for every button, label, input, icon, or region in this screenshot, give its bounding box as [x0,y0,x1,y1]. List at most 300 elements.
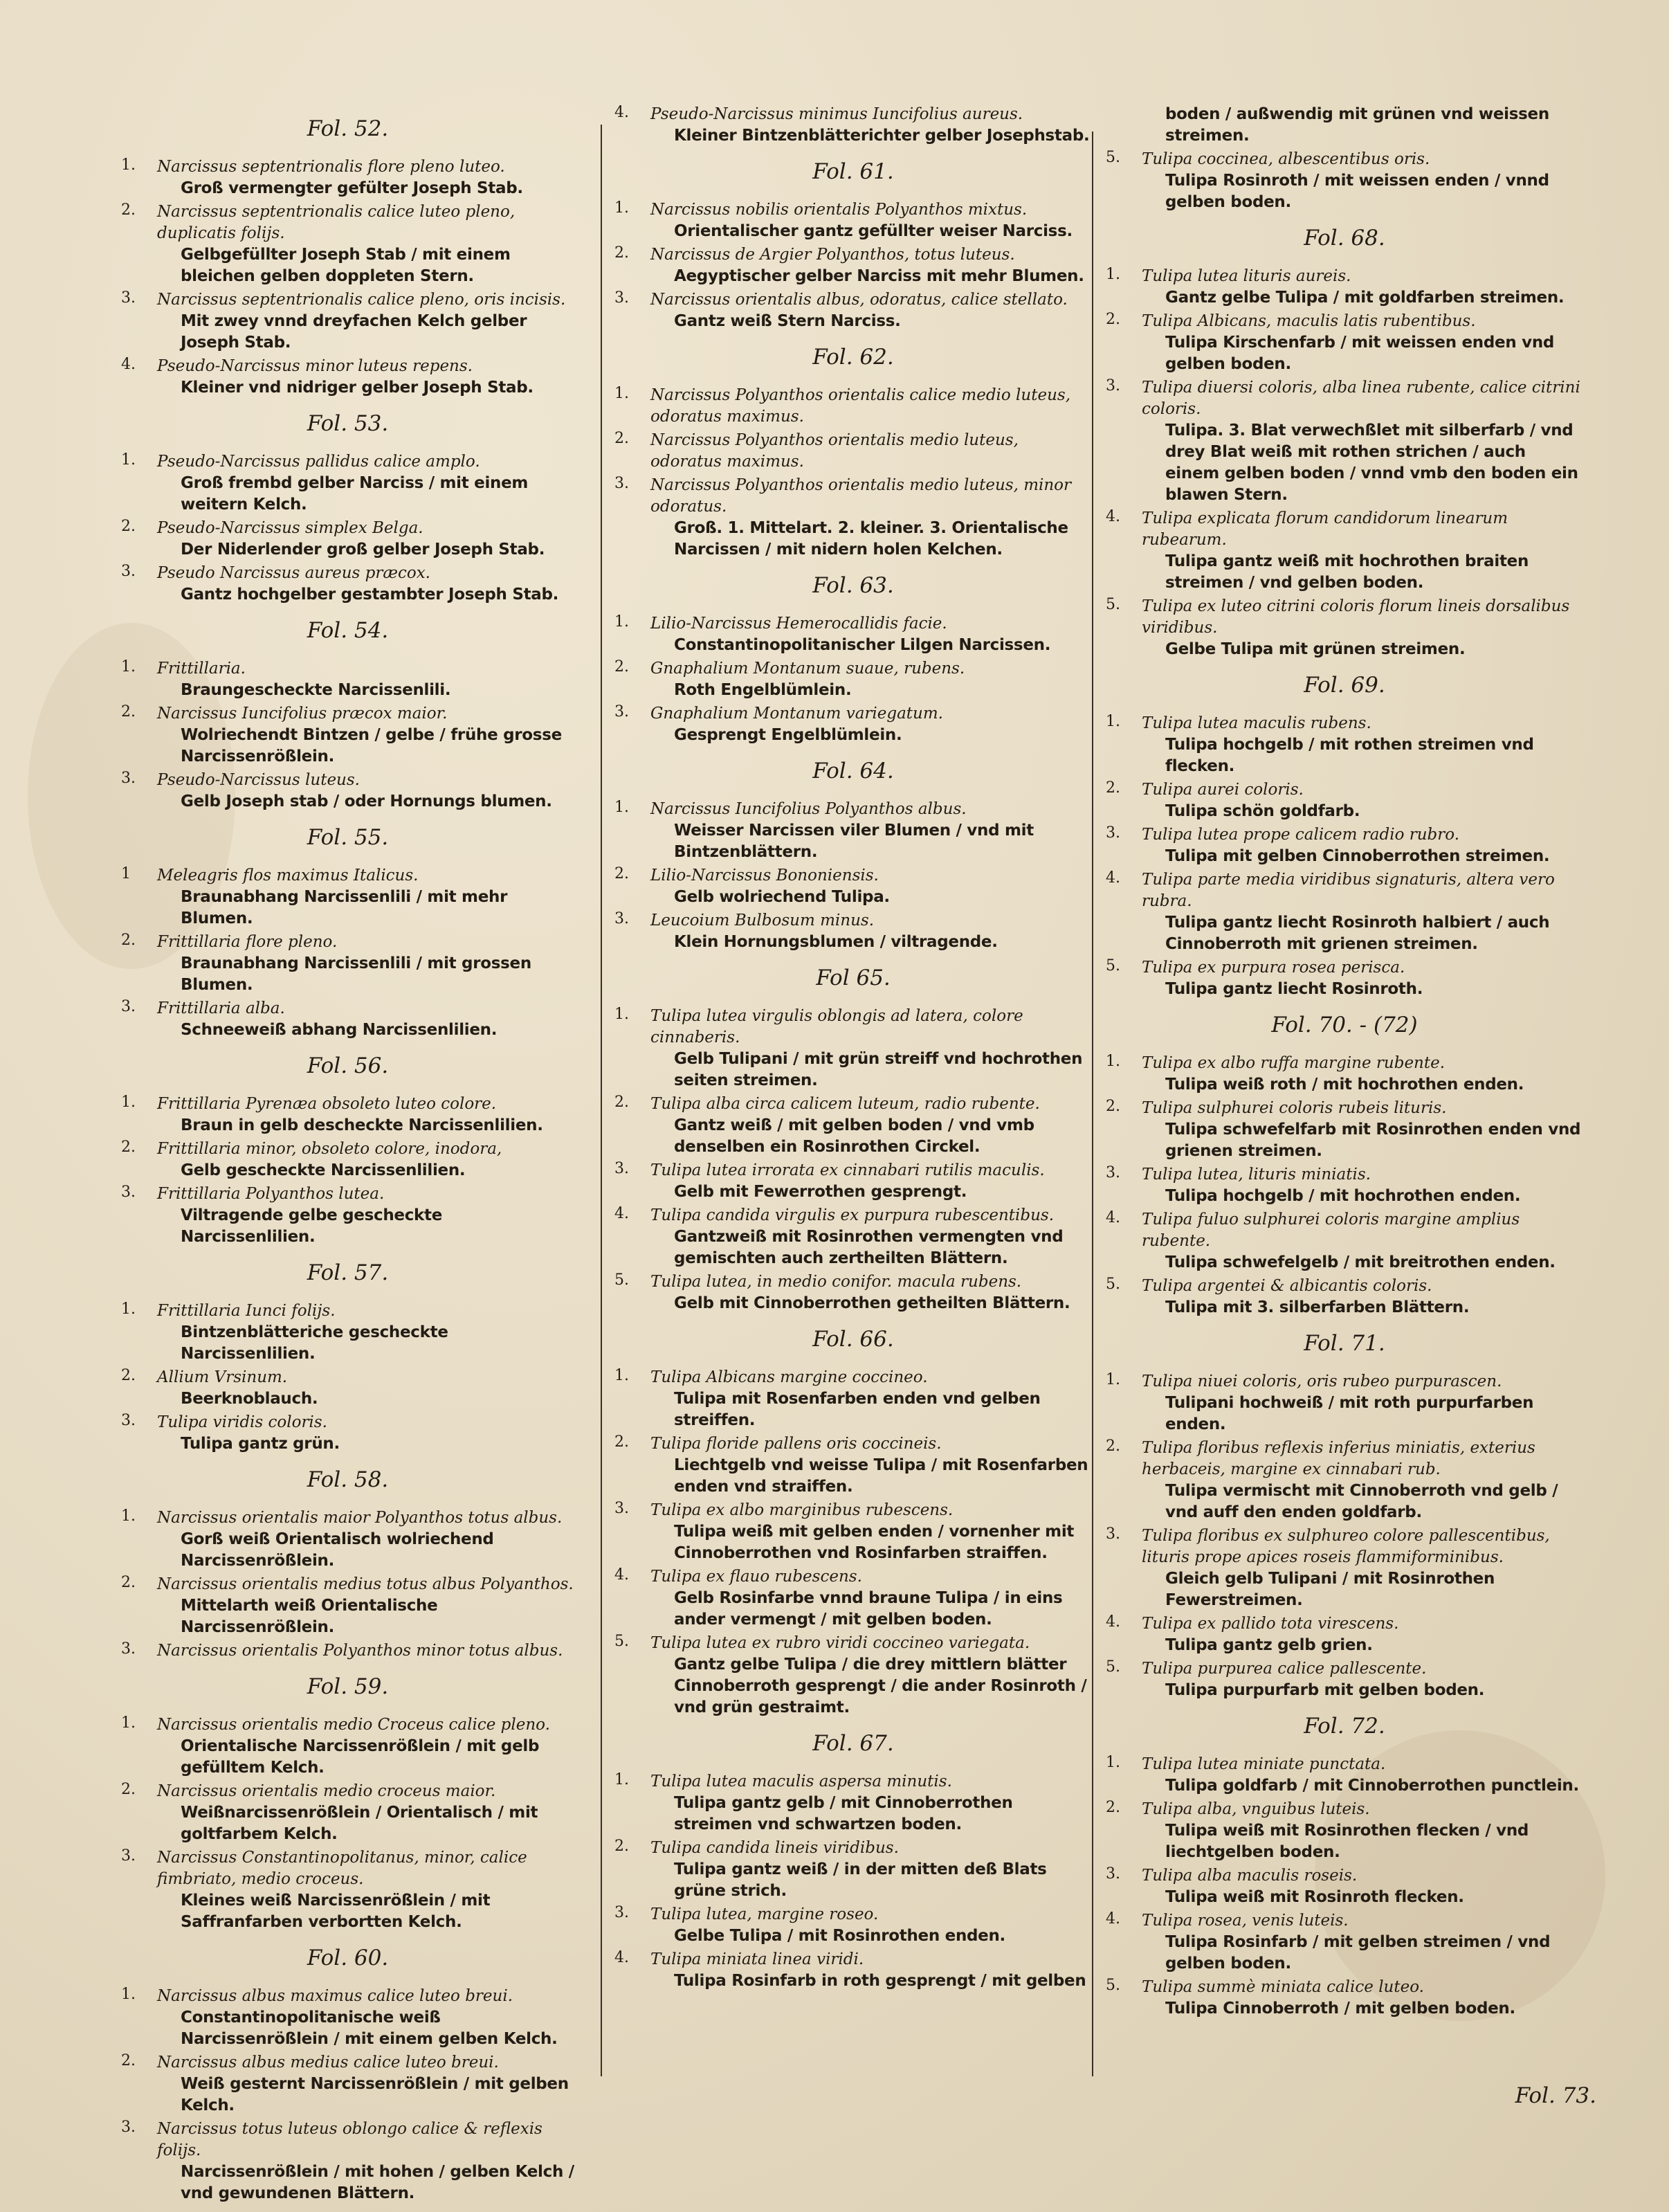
entry-number: 5. [1106,957,1120,974]
plant-entry [121,1986,574,2050]
plant-entry [121,1094,574,1136]
latin-name: Tulipa lutea, lituris miniatis. [1142,1166,1371,1184]
plant-entry [1106,1865,1583,1908]
entry-number: 5. [614,1633,629,1650]
latin-name: Frittillaria Iunci folijs. [157,1302,336,1320]
folio-section [614,104,1092,147]
folio-section [121,411,574,606]
latin-name: Leucoium Bulbosum minus. [650,912,874,930]
latin-name: Tulipa lutea maculis rubens. [1142,714,1371,732]
plant-entry [1106,1098,1583,1162]
plant-entry [121,1139,574,1181]
german-name: Gelb mit Fewerrothen gesprengt. [674,1183,967,1201]
latin-name: Tulipa ex albo ruffa margine rubente. [1142,1054,1445,1072]
latin-name: Narcissus septentrionalis flore pleno luteo. [157,158,505,176]
entry-number: 5. [614,1271,629,1289]
latin-name: Tulipa alba, vnguibus luteis. [1142,1800,1370,1818]
german-name: Klein Hornungsblumen / viltragende. [674,933,998,951]
latin-name: Narcissus totus luteus oblongo calice & reflexis folijs. [157,2120,542,2159]
german-name: Tulipa weiß roth / mit hochrothen enden. [1165,1076,1524,1094]
entry-number: 1. [121,1300,136,1318]
german-name: Braun in gelb descheckte Narcissenlilien. [181,1116,543,1134]
latin-name: Narcissus nobilis orientalis Polyanthos mixtus. [650,201,1028,219]
latin-name: Tulipa lutea lituris aureis. [1142,267,1351,285]
german-name: Tulipa Rosinfarb / mit gelben streimen / vnd gelben boden. [1165,1933,1551,1973]
latin-name: Tulipa coccinea, albescentibus oris. [1142,150,1430,168]
german-name: Tulipa gantz gelb grien. [1165,1636,1373,1654]
german-name: Viltragende gelbe geschеckte Narcissenlilien. [181,1206,443,1246]
folio-heading: Fol. 52. [307,116,389,141]
folio-heading: Fol. 57. [307,1260,389,1285]
latin-name: Pseudo Narcissus aureus præcox. [157,564,430,582]
plant-entry [1106,1164,1583,1207]
latin-name: Tulipa fuluo sulphurei coloris margine amplius rubente. [1142,1211,1520,1250]
plant-entry [1106,266,1583,309]
latin-name: Frittillaria Pyrenæa obsoleto luteo colore. [157,1095,497,1113]
entry-number: 2. [121,518,136,535]
folio-heading: Fol. 70. - (72) [1271,1013,1418,1037]
entry-number: 5. [1106,1276,1120,1293]
latin-name: Narcissus orientalis medius totus albus Polyanthos. [157,1575,574,1593]
german-name: Kleiner vnd nidriger gelber Joseph Stab. [181,379,533,397]
german-name: Gantz weiß / mit gelben boden / vnd vmb denselben ein Rosinrothen Circkel. [674,1116,1034,1156]
folio-section [1106,673,1583,1000]
plant-entry [614,385,1092,428]
entry-number: 1. [614,1006,629,1023]
german-name: Tulipa weiß mit gelben enden / vornenher mit Cinnoberrothen vnd Rosinfarben straiffen. [674,1523,1075,1562]
german-name: Tulipa goldfarb / mit Cinnoberrothen punctlein. [1165,1777,1579,1795]
plant-entry [1106,1438,1583,1523]
entry-number: 3. [1106,1525,1120,1543]
plant-entry [121,703,574,768]
plant-entry [614,1160,1092,1203]
latin-name: Frittillaria. [157,660,246,678]
german-name: Tulipa Rosinroth / mit weissen enden / vnnd gelben boden. [1165,172,1549,211]
plant-entry [614,1094,1092,1158]
german-name: Gelb wolriechend Tulipa. [674,888,890,906]
german-name: Gelbgefüllter Joseph Stab / mit einem bleichen gelben doppleten Stern. [181,246,511,285]
folio-section [121,618,574,813]
german-name: Tulipa weiß mit Rosinroth flecken. [1165,1888,1464,1906]
folio-heading: Fol. 58. [307,1467,389,1492]
plant-entry [121,1367,574,1410]
folio-heading: Fol. 54. [307,618,389,643]
column-rule-left [601,125,602,2076]
entry-number: 1. [121,451,136,469]
folio-section [614,759,1092,953]
plant-entry [1106,1754,1583,1797]
german-name: Tulipa gantz liecht Rosinroth halbiert / auch Cinnoberroth mit grienen streimen. [1165,914,1550,953]
german-name: Gantz weiß Stern Narciss. [674,312,901,330]
plant-entry [614,799,1092,863]
entry-number: 1. [614,1771,629,1788]
entry-number: 2. [614,1838,629,1855]
folio-section [614,966,1092,1314]
entry-number: 2. [1106,1098,1120,1115]
plant-entry [121,563,574,606]
plant-entry [1106,596,1583,660]
folio-heading: Fol. 62. [812,345,894,370]
german-name: Tulipa hochgelb / mit rothen streimen vnd flecken. [1165,736,1534,775]
german-name: Tulipa Kirschenfarb / mit weissen enden vnd gelben boden. [1165,334,1555,373]
plant-entry [1106,957,1583,1000]
german-name: Gelb geschеckte Narcissenlilien. [181,1161,466,1179]
plant-entry [1106,1371,1583,1435]
german-name: Groß vermengter gefülter Joseph Stab. [181,179,523,197]
plant-entry [1106,1977,1583,2020]
german-name: Mit zwey vnnd dreyfachen Kelch gelber Joseph Stab. [181,312,527,352]
plant-entry [1106,713,1583,777]
latin-name: Tulipa candida lineis viridibus. [650,1839,899,1857]
folio-section [121,1946,574,2204]
german-name: Wolriechendt Bintzen / gelbe / frühe grosse Narcissenrößlein. [181,726,562,765]
folio-section [121,1053,574,1248]
plant-entry [121,2119,574,2204]
german-name: boden / außwendig mit grünen vnd weissen streimen. [1165,105,1549,145]
latin-name: Lilio-Narcissus Bononiensis. [650,867,879,885]
plant-entry [614,1205,1092,1269]
folio-section [614,1731,1092,1992]
german-name: Gantzweiß mit Rosinrothen vermengten vnd gemischten auch zertheilten Blättern. [674,1228,1064,1267]
latin-name: Tulipa lutea miniate punctata. [1142,1755,1386,1773]
entry-number: 3. [1106,1164,1120,1181]
german-name: Mittelarth weiß Orientalische Narcissenrößlein. [181,1597,438,1636]
entry-number: 2. [121,2052,136,2069]
plant-entry [614,1006,1092,1091]
latin-name: Tulipa niuei coloris, oris rubeo purpurascen. [1142,1372,1502,1390]
latin-name: Narcissus Iuncifolius Polyanthos albus. [650,800,967,818]
entry-number: 2. [614,244,629,262]
entry-number: 5. [1106,1977,1120,1994]
latin-name: Narcissus Iuncifolius præcox maior. [157,705,448,723]
latin-name: Narcissus Polyanthos orientalis calice medio luteus, odoratus maximus. [650,386,1071,426]
entry-number: 3. [614,1500,629,1517]
entry-number: 2. [121,1139,136,1156]
latin-name: Tulipa ex albo marginibus rubescens. [650,1501,954,1519]
latin-name: Pseudo-Narcissus minor luteus repens. [157,357,473,375]
folio-section [614,573,1092,746]
entry-number: 2. [614,1433,629,1451]
latin-name: Tulipa lutea virgulis oblongis ad latera, colore cinnaberis. [650,1007,1023,1046]
german-name: Gelbe Tulipa mit grünen streimen. [1165,640,1466,658]
entry-number: 3. [614,910,629,927]
entry-number: 1. [121,1986,136,2003]
latin-name: Frittillaria alba. [157,999,285,1017]
german-name: Gantz hochgelber gestambter Joseph Stab. [181,586,559,604]
entry-number: 2. [121,201,136,219]
german-name: Weisser Narcissen viler Blumen / vnd mit Bintzenblättern. [674,822,1034,861]
entry-number: 2. [121,1367,136,1384]
german-name: Weiß gesternt Narcissenrößlein / mit gelben Kelch. [181,2075,569,2114]
plant-entry [121,1640,574,1662]
german-name: Gantz gelbe Tulipa / die drey mittlern blätter Cinnoberroth gesprengt / die ander Rosinroth / vnd grün gestraimt. [674,1656,1087,1716]
entry-number: 1. [1106,713,1120,730]
folio-heading: Fol. 63. [812,573,894,598]
plant-entry [121,1184,574,1248]
plant-entry [121,451,574,516]
latin-name: Narcissus de Argier Polyanthos, totus luteus. [650,246,1015,264]
german-name: Braungeschecktе Narcissenlili. [181,681,451,699]
plant-entry [614,1433,1092,1498]
entry-number: 4. [614,104,629,121]
entry-number: 1. [614,613,629,631]
folio-heading: Fol. 64. [812,759,894,783]
plant-entry [1106,779,1583,822]
entry-number: 4. [121,356,136,373]
german-name: Tulipa schwefelfarb mit Rosinrothen enden vnd grienen streimen. [1165,1121,1581,1160]
folio-section [1106,226,1583,660]
plant-entry [614,910,1092,953]
latin-name: Pseudo-Narcissus minimus Iuncifolius aureus. [650,105,1023,123]
plant-entry [1106,1658,1583,1701]
entry-number: 4. [614,1949,629,1966]
german-name: Tulipa schwefelgelb / mit breitrothen enden. [1165,1253,1556,1271]
plant-entry [1106,1053,1583,1096]
german-name: Tulipa schön goldfarb. [1165,802,1360,820]
column-middle [614,104,1092,1997]
entry-number: 4. [1106,1910,1120,1928]
folio-heading: Fol. 71. [1304,1331,1385,1356]
latin-name: Narcissus orientalis Polyanthos minor totus albus. [157,1642,563,1660]
german-name: Tulipa hochgelb / mit hochrothen enden. [1165,1187,1521,1205]
latin-name: Tulipa aurei coloris. [1142,781,1304,799]
plant-entry [614,1949,1092,1992]
folio-section [1106,104,1583,213]
german-name: Gelbe Tulipa / mit Rosinrothen enden. [674,1927,1005,1945]
plant-entry [1106,1525,1583,1611]
entry-number: 5. [1106,596,1120,613]
entry-number: 3. [121,1847,136,1865]
latin-name: Narcissus albus medius calice luteo breui. [157,2054,499,2072]
german-name: Schneeweiß abhang Narcissenlilien. [181,1021,498,1039]
entry-number: 3. [614,289,629,307]
plant-entry [1106,869,1583,955]
german-name: Weißnarcissenrößlein / Orientalisch / mit goltfarbem Kelch. [181,1804,538,1843]
german-name: Tulipa gantz weiß mit hochrothen braiten streimen / vnd gelben boden. [1165,552,1529,592]
entry-number: 3. [1106,824,1120,842]
latin-name: Frittillaria minor, obsoleto colore, inodora, [157,1140,502,1158]
folio-section [121,825,574,1041]
latin-name: Tulipa summè miniata calice luteo. [1142,1978,1424,1996]
latin-name: Narcissus albus maximus calice luteo breui. [157,1987,513,2005]
german-name: Groß. 1. Mittelart. 2. kleiner. 3. Orientalische Narcissen / mit nidern holen Kelchen. [674,519,1068,559]
german-name: Groß frembd gelber Narciss / mit einem weitern Kelch. [181,474,529,514]
latin-name: Tulipa argentei & albicantis coloris. [1142,1277,1432,1295]
plant-entry [1106,508,1583,594]
plant-entry [121,518,574,561]
latin-name: Tulipa sulphurei coloris rubeis lituris. [1142,1099,1447,1117]
entry-number: 5. [1106,1658,1120,1676]
german-name: Der Niderlender groß gelber Joseph Stab. [181,541,545,559]
plant-entry [1106,1613,1583,1656]
entry-number: 3. [1106,1865,1120,1883]
plant-entry [1106,1910,1583,1975]
german-name: Beerknoblauch. [181,1390,318,1408]
plant-entry [121,658,574,701]
latin-name: Pseudo-Narcissus pallidus calice amplo. [157,453,480,471]
latin-name: Tulipa Albicans margine coccineo. [650,1368,928,1386]
plant-entry [1106,824,1583,867]
plant-entry [121,289,574,354]
plant-entry [614,1771,1092,1835]
entry-number: 2. [614,865,629,882]
plant-entry [121,770,574,813]
folio-section [121,116,574,399]
latin-name: Tulipa diuersi coloris, alba linea rubente, calice citrini coloris. [1142,379,1580,418]
german-name: Tulipa gantz gelb / mit Cinnoberrothen streimen vnd schwartzen boden. [674,1794,1013,1833]
plant-entry [614,1271,1092,1314]
entry-number: 1. [1106,1754,1120,1771]
entry-number: 5. [1106,149,1120,166]
german-name: Kleines weiß Narcissenrößlein / mit Saffranfarben verbortten Kelch. [181,1892,491,1931]
plant-entry [121,1507,574,1572]
latin-name: Tulipa lutea irrorata ex cinnabari rutilis maculis. [650,1161,1045,1179]
plant-entry [121,201,574,287]
entry-number: 3. [614,703,629,720]
plant-entry [121,865,574,930]
german-name: Tulipa. 3. Blat verwechßlet mit silberfarb / vnd drey Blat weiß mit rothen strichen / auch einem gelben boden / vnnd vmb den boden ein blawen Stern. [1165,421,1578,504]
folio-section [121,1467,574,1662]
entry-number: 1. [1106,1053,1120,1070]
folio-section [614,159,1092,332]
german-name: Gesprengt Engelblümlein. [674,726,902,744]
entry-number: 2. [1106,779,1120,797]
latin-name: Tulipa parte media viridibus signaturis, altera vero rubra. [1142,871,1555,910]
folio-section [1106,1714,1583,2020]
plant-entry [121,1574,574,1638]
entry-number: 3. [614,475,629,492]
entry-number: 1. [1106,1371,1120,1388]
folio-heading: Fol. 68. [1304,226,1385,251]
german-name: Braunabhang Narcissenlili / mit mehr Blumen. [181,888,508,927]
latin-name: Gnaphalium Montanum suaue, rubens. [650,660,965,678]
entry-number: 1. [614,799,629,816]
plant-entry [614,1838,1092,1902]
latin-name: Meleagris flos maximus Italicus. [157,867,419,885]
column-rule-right [1092,132,1093,2076]
latin-name: Lilio-Narcissus Hemerocallidis facie. [650,615,947,633]
german-name: Gleich gelb Tulipani / mit Rosinrothen Fewerstreimen. [1165,1570,1495,1609]
latin-name: Pseudo-Narcissus luteus. [157,771,360,789]
latin-name: Frittillaria flore pleno. [157,933,338,951]
folio-heading: Fol. 66. [812,1327,894,1352]
german-name: Tulipa Cinnoberroth / mit gelben boden. [1165,2000,1515,2018]
entry-number: 3. [121,289,136,307]
folio-heading: Fol. 56. [307,1053,389,1078]
latin-name: Tulipa ex purpura rosea perisca. [1142,959,1405,977]
plant-entry [121,2052,574,2116]
latin-name: Narcissus orientalis albus, odoratus, calice stellato. [650,291,1068,309]
german-name: Bintzenblätteriche gescheckte Narcissenlilien. [181,1323,448,1363]
latin-name: Tulipa ex pallido tota virescens. [1142,1615,1399,1633]
catchword: Fol. 73. [1515,2083,1596,2108]
plant-entry [614,1633,1092,1719]
latin-name: Pseudo-Narcissus simplex Belga. [157,519,423,537]
plant-entry [1106,1799,1583,1863]
latin-name: Narcissus Polyanthos orientalis medio luteus, odoratus maximus. [650,431,1019,471]
latin-name: Narcissus Constantinopolitanus, minor, calice fimbriato, medio croceus. [157,1849,527,1888]
entry-number: 4. [1106,869,1120,887]
latin-name: Tulipa viridis coloris. [157,1413,327,1431]
german-name: Braunabhang Narcissenlili / mit grossen Blumen. [181,954,531,994]
latin-name: Tulipa lutea prope calicem radio rubro. [1142,826,1460,844]
latin-name: Tulipa floribus reflexis inferius miniatis, exterius herbaceis, margine ex cinnabari rub. [1142,1439,1535,1478]
entry-number: 2. [1106,311,1120,328]
plant-entry [614,244,1092,287]
german-name: Tulipa Rosinfarb in roth gesprengt / mit gelben [674,1972,1086,1990]
plant-entry [1106,1276,1583,1318]
plant-entry [614,289,1092,332]
column-right [1106,104,1583,2025]
latin-name: Tulipa ex flauo rubescens. [650,1568,862,1586]
latin-name: Tulipa lutea maculis aspersa minutis. [650,1773,952,1791]
german-name: Aegyptischer gelber Narciss mit mehr Blumen. [674,267,1084,285]
german-name: Tulipa mit Rosenfarben enden vnd gelben streiffen. [674,1390,1041,1429]
entry-number: 3. [121,1412,136,1429]
german-name: Constantinopolitanische weiß Narcissenrößlein / mit einem gelben Kelch. [181,2009,558,2048]
german-name: Tulipa gantz weiß / in der mitten deß Blats grüne strich. [674,1860,1047,1900]
german-name: Orientalische Narcissenrößlein / mit gelb gefülltem Kelch. [181,1737,540,1777]
latin-name: Tulipa alba maculis roseis. [1142,1867,1358,1885]
entry-number: 1. [121,1094,136,1111]
plant-entry [614,865,1092,908]
entry-number: 1. [121,1507,136,1525]
plant-entry [614,1904,1092,1947]
plant-entry [614,430,1092,473]
german-name: Liechtgelb vnd weisse Tulipa / mit Rosenfarben enden vnd straiffen. [674,1456,1088,1496]
folio-section [121,1260,574,1455]
german-name: Gelb Tulipani / mit grün streiff vnd hochrothen seiten streimen. [674,1050,1083,1089]
entry-number: 1. [614,199,629,217]
latin-name: Narcissus orientalis maior Polyanthos totus albus. [157,1509,563,1527]
folio-section [121,1674,574,1933]
latin-name: Tulipa candida virgulis ex purpura rubescentibus. [650,1206,1055,1224]
latin-name: Tulipa purpurea calice pallescente. [1142,1660,1427,1678]
latin-name: Tulipa alba circa calicem luteum, radio rubente. [650,1095,1040,1113]
plant-entry [614,658,1092,701]
plant-entry [121,1847,574,1933]
folio-section [614,1327,1092,1719]
entry-number: 2. [121,932,136,949]
entry-number: 1 [121,865,131,882]
plant-entry [121,998,574,1041]
folio-heading: Fol. 59. [307,1674,389,1699]
entry-number: 3. [121,770,136,787]
german-name: Gantz gelbe Tulipa / mit goldfarben streimen. [1165,289,1565,307]
plant-entry [121,1300,574,1365]
latin-name: Tulipa ex luteo citrini coloris florum lineis dorsalibus viridibus. [1142,597,1570,637]
entry-number: 2. [1106,1799,1120,1816]
folio-heading: Fol. 69. [1304,673,1385,698]
folio-section [614,345,1092,561]
german-name: Gelb Rosinfarbe vnnd braune Tulipa / in eins ander vermengt / mit gelben boden. [674,1589,1063,1629]
folio-heading: Fol. 60. [307,1946,389,1970]
entry-number: 4. [614,1205,629,1222]
plant-entry [1106,311,1583,375]
latin-name: Narcissus septentrionalis calice pleno, oris incisis. [157,291,566,309]
entry-number: 1. [1106,266,1120,283]
folio-heading: Fol. 53. [307,411,389,436]
entry-number: 3. [614,1160,629,1177]
german-name: Tulipani hochweiß / mit roth purpurfarben enden. [1165,1394,1534,1433]
german-name: Tulipa weiß mit Rosinrothen flecken / vnd liechtgelben boden. [1165,1822,1529,1861]
latin-name: Tulipa lutea, margine roseo. [650,1905,879,1923]
folio-heading: Fol. 55. [307,825,389,850]
latin-name: Allium Vrsinum. [157,1368,288,1386]
entry-number: 4. [1106,1209,1120,1226]
plant-entry [121,156,574,199]
folio-heading: Fol 65. [816,966,891,990]
